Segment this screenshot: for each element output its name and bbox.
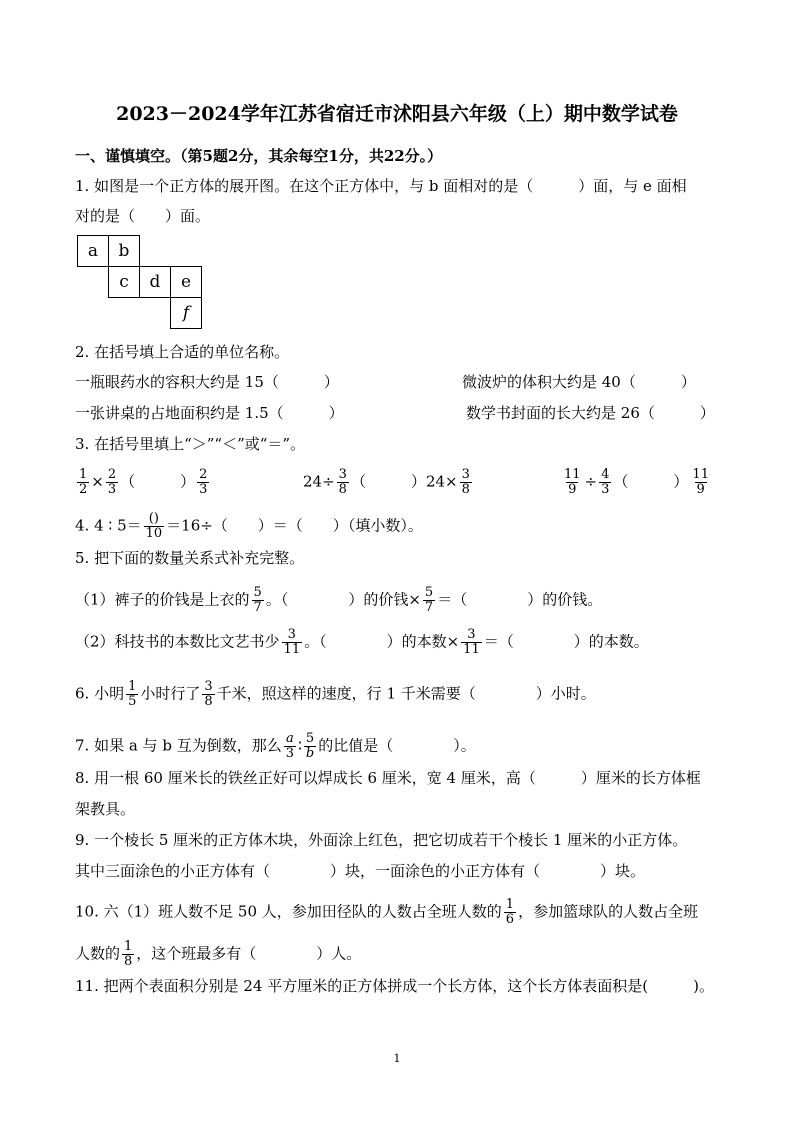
- question-3-stem: 3. 在括号里填上“＞”“＜”或“＝”。: [75, 435, 306, 453]
- question-3-expr-1: $\frac{1}{2}$ × $\frac{2}{3}$ （ ） $\frac{2}{3}$: [79, 467, 208, 497]
- question-9-line-1: 9. 一个棱长 5 厘米的正方体木块，外面涂上红色，把它切成若干个棱长 1 厘米的小正方体。: [75, 831, 688, 849]
- question-11: 11. 把两个表面积分别是 24 平方厘米的正方体拼成一个长方体，这个长方体表面积是( )。: [75, 977, 714, 995]
- question-7: 7. 如果 a 与 b 互为倒数，那么 $\frac{a}{3}$ ∶ $\frac{5}{b}$ 的比值是（ ）。: [75, 731, 476, 761]
- question-1-line-2: 对的是（ ）面。: [75, 207, 211, 225]
- question-8-line-1: 8. 用一根 60 厘米长的铁丝正好可以焊成长 6 厘米，宽 4 厘米，高（ ）厘米的长方体框: [75, 769, 701, 787]
- question-8-line-2: 架教具。: [75, 800, 136, 818]
- question-3-expr-3: $\frac{11}{9}$ ÷ $\frac{4}{3}$ （ ） $\frac{11}{9}$: [564, 467, 709, 497]
- net-face-e: e: [170, 266, 202, 298]
- net-face-c: c: [108, 266, 140, 298]
- question-5-part-1: （1）裤子的价钱是上衣的 $\frac{5}{7}$ 。（ ）的价钱× $\frac{5}{7}$ ＝（ ）的价钱。: [75, 585, 603, 615]
- net-face-f: f: [170, 297, 202, 329]
- question-2-item-b: 微波炉的体积大约是 40（ ）: [462, 373, 696, 391]
- question-3-expr-2: 24÷ $\frac{3}{8}$ （ ）24× $\frac{3}{8}$: [303, 467, 470, 497]
- question-2-item-a: 一瓶眼药水的容积大约是 15（ ）: [75, 373, 339, 391]
- question-1-line-1: 1. 如图是一个正方体的展开图。在这个正方体中，与 b 面相对的是（ ）面，与 e 面相: [75, 177, 687, 195]
- section-heading: 一、谨慎填空。（第5题2分，其余每空1分，共22分。）: [75, 147, 443, 165]
- page-number: 1: [393, 1052, 401, 1065]
- net-face-b: b: [108, 235, 140, 267]
- question-2-item-c: 一张讲桌的占地面积约是 1.5（ ）: [75, 404, 344, 422]
- question-9-line-2: 其中三面涂色的小正方体有（ ）块，一面涂色的小正方体有（ ）块。: [75, 862, 646, 880]
- page-title: 2023－2024学年江苏省宿迁市沭阳县六年级（上）期中数学试卷: [116, 103, 678, 125]
- net-face-d: d: [139, 266, 171, 298]
- question-10-line-2: 人数的 $\frac{1}{8}$ ，这个班最多有（ ）人。: [75, 939, 362, 969]
- question-5-part-2: （2）科技书的本数比文艺书少 $\frac{3}{11}$ 。（ ）的本数× $\frac{3}{11}$ ＝（ ）的本数。: [75, 627, 649, 657]
- question-2-item-d: 数学书封面的长大约是 26（ ）: [466, 404, 715, 422]
- question-10-line-1: 10. 六（1）班人数不足 50 人，参加田径队的人数占全班人数的 $\frac{1}{6}$ ，参加篮球队的人数占全班: [75, 897, 699, 927]
- question-4: 4. 4 ∶ 5＝ $\frac{()}{10}$ ＝16÷（ ）＝（ ）（填小数）。: [75, 511, 423, 541]
- net-face-a: a: [77, 235, 109, 267]
- question-6: 6. 小明 $\frac{1}{5}$ 小时行了 $\frac{3}{8}$ 千米，照这样的速度，行 1 千米需要（ ）小时。: [75, 679, 596, 709]
- question-2-stem: 2. 在括号填上合适的单位名称。: [75, 343, 290, 361]
- question-5-stem: 5. 把下面的数量关系式补充完整。: [75, 549, 305, 567]
